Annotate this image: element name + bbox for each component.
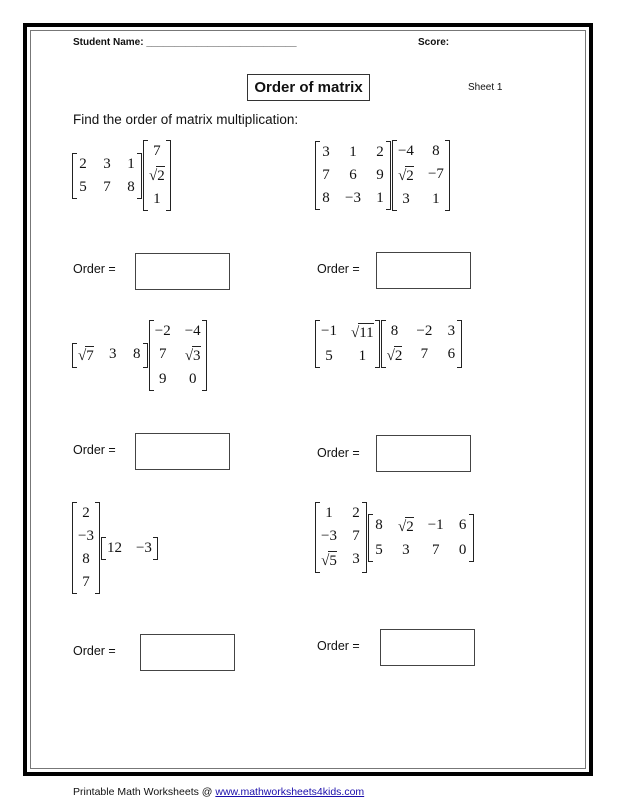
answer-box-1[interactable] — [135, 253, 230, 290]
matrix-cell: 3 — [352, 551, 360, 567]
problem-4-expression — [315, 320, 462, 368]
radical-bar — [85, 346, 94, 347]
sqrt-expression — [398, 164, 414, 187]
answer-box-5[interactable] — [140, 634, 235, 671]
matrix — [315, 320, 380, 368]
matrix — [101, 537, 158, 560]
matrix-cell: 7 — [103, 178, 111, 195]
matrix-cell: 3 — [402, 191, 410, 207]
matrix — [315, 502, 367, 573]
matrix-cell — [398, 515, 414, 538]
radical-bar — [405, 166, 414, 167]
matrix-cell: 7 — [158, 346, 167, 362]
matrix — [72, 502, 100, 594]
matrix-cell — [78, 344, 94, 367]
matrix-cell: −3 — [78, 528, 94, 544]
matrix-cell: 1 — [127, 155, 135, 172]
instruction-text: Find the order of matrix multiplication: — [73, 112, 299, 127]
matrix-cell: −2 — [416, 323, 433, 339]
matrix-cell: −4 — [397, 143, 414, 159]
matrix-cell: 9 — [376, 167, 384, 183]
worksheet-border — [23, 23, 593, 776]
matrix-cell: 3 — [447, 323, 456, 339]
matrix — [143, 140, 171, 211]
matrix-cell — [321, 549, 337, 572]
matrix — [392, 140, 450, 211]
matrix-cell: −4 — [184, 323, 201, 339]
sqrt-value: √3 — [184, 348, 201, 364]
matrix-cell: −1 — [321, 323, 337, 339]
matrix — [149, 320, 207, 391]
matrix-cell: 12 — [106, 539, 122, 556]
problem-6-expression — [315, 502, 474, 573]
matrix-cell: 6 — [349, 167, 357, 183]
sqrt-expression — [185, 344, 201, 367]
matrix-cell: 1 — [376, 190, 384, 206]
matrix-cell: −2 — [154, 323, 171, 339]
matrix-cell: 1 — [349, 144, 357, 160]
problem-1-expression — [72, 140, 171, 211]
matrix — [368, 514, 474, 562]
score-label: Score: — [418, 37, 450, 48]
matrix-cell — [185, 344, 201, 367]
matrix-cell: 5 — [375, 541, 383, 558]
matrix-cell — [387, 344, 403, 367]
problem-2-expression — [315, 140, 450, 211]
matrix-cell: 7 — [352, 528, 360, 544]
matrix-cell: 7 — [322, 167, 330, 183]
matrix-cell: 2 — [352, 505, 360, 521]
order-label-2: Order = — [317, 262, 360, 276]
sheet-label: Sheet 1 — [468, 82, 503, 93]
answer-box-3[interactable] — [135, 433, 230, 470]
order-label-5: Order = — [73, 644, 116, 658]
sqrt-expression — [149, 164, 165, 187]
matrix-cell: 8 — [82, 551, 90, 567]
sqrt-expression — [351, 321, 374, 344]
matrix-cell: 7 — [420, 346, 429, 362]
matrix-cell: 8 — [127, 178, 135, 195]
answer-box-2[interactable] — [376, 252, 471, 289]
footer — [73, 786, 364, 798]
answer-box-6[interactable] — [380, 629, 475, 666]
radical-bar — [405, 517, 414, 518]
matrix-cell: 3 — [108, 346, 117, 362]
matrix-cell: −3 — [321, 528, 337, 544]
matrix-cell: 2 — [82, 505, 90, 521]
matrix-cell: −3 — [345, 190, 361, 206]
matrix-cell: 5 — [79, 178, 87, 195]
matrix-cell: 7 — [82, 574, 90, 590]
matrix-cell: 8 — [322, 190, 330, 206]
radical-bar — [358, 323, 373, 324]
radical-bar — [156, 166, 165, 167]
matrix-cell: 1 — [153, 191, 161, 207]
matrix-cell: 8 — [132, 346, 141, 362]
matrix-cell: 0 — [458, 541, 467, 558]
matrix — [315, 141, 391, 210]
matrix-cell: 1 — [325, 505, 333, 521]
matrix-cell: 6 — [458, 516, 467, 533]
sqrt-value: √2 — [386, 348, 403, 364]
order-label-1: Order = — [73, 262, 116, 276]
matrix-cell: 8 — [375, 516, 383, 533]
sqrt-value: √2 — [398, 168, 414, 184]
matrix-cell — [398, 164, 414, 187]
matrix-cell: 5 — [325, 348, 333, 364]
sqrt-expression — [321, 549, 337, 572]
problem-3-expression — [72, 320, 207, 391]
matrix-cell: 7 — [431, 541, 440, 558]
matrix-cell: 8 — [432, 143, 440, 159]
matrix — [72, 153, 142, 199]
sqrt-expression — [398, 515, 414, 538]
matrix — [72, 343, 148, 368]
matrix-cell: 8 — [390, 323, 399, 339]
sqrt-value: √2 — [149, 168, 165, 184]
sqrt-expression — [78, 344, 94, 367]
matrix-cell: 3 — [402, 541, 410, 558]
matrix-cell: 1 — [358, 348, 367, 364]
sqrt-value: √7 — [78, 348, 94, 364]
order-label-3: Order = — [73, 443, 116, 457]
matrix-cell: −7 — [427, 166, 444, 182]
sqrt-value: √11 — [350, 325, 374, 341]
matrix-cell: −3 — [135, 539, 152, 556]
matrix-cell: 2 — [79, 155, 87, 172]
order-label-6: Order = — [317, 639, 360, 653]
matrix-cell: 1 — [432, 191, 440, 207]
radical-bar — [192, 346, 201, 347]
matrix — [381, 320, 463, 368]
matrix-cell: 9 — [158, 371, 167, 387]
sqrt-value: √5 — [321, 553, 337, 569]
matrix-cell: 3 — [103, 155, 111, 172]
matrix-cell — [149, 164, 165, 187]
matrix-cell: 3 — [322, 144, 330, 160]
matrix-cell — [351, 321, 374, 344]
worksheet-title: Order of matrix — [247, 74, 370, 101]
student-name-label: Student Name: ___________________________ — [73, 37, 297, 48]
sqrt-value: √2 — [397, 518, 414, 535]
answer-box-4[interactable] — [376, 435, 471, 472]
matrix-cell: −1 — [427, 516, 444, 533]
sqrt-expression — [387, 344, 403, 367]
matrix-cell: 2 — [376, 144, 384, 160]
footer-text: Printable Math Worksheets @ — [73, 786, 216, 798]
matrix-cell: 6 — [447, 346, 456, 362]
radical-bar — [394, 346, 403, 347]
radical-bar — [328, 551, 337, 552]
order-label-4: Order = — [317, 446, 360, 460]
footer-link[interactable]: www.mathworksheets4kids.com — [215, 786, 365, 798]
problem-5-expression — [72, 502, 158, 594]
matrix-cell: 7 — [153, 143, 161, 159]
matrix-cell: 0 — [188, 371, 197, 387]
